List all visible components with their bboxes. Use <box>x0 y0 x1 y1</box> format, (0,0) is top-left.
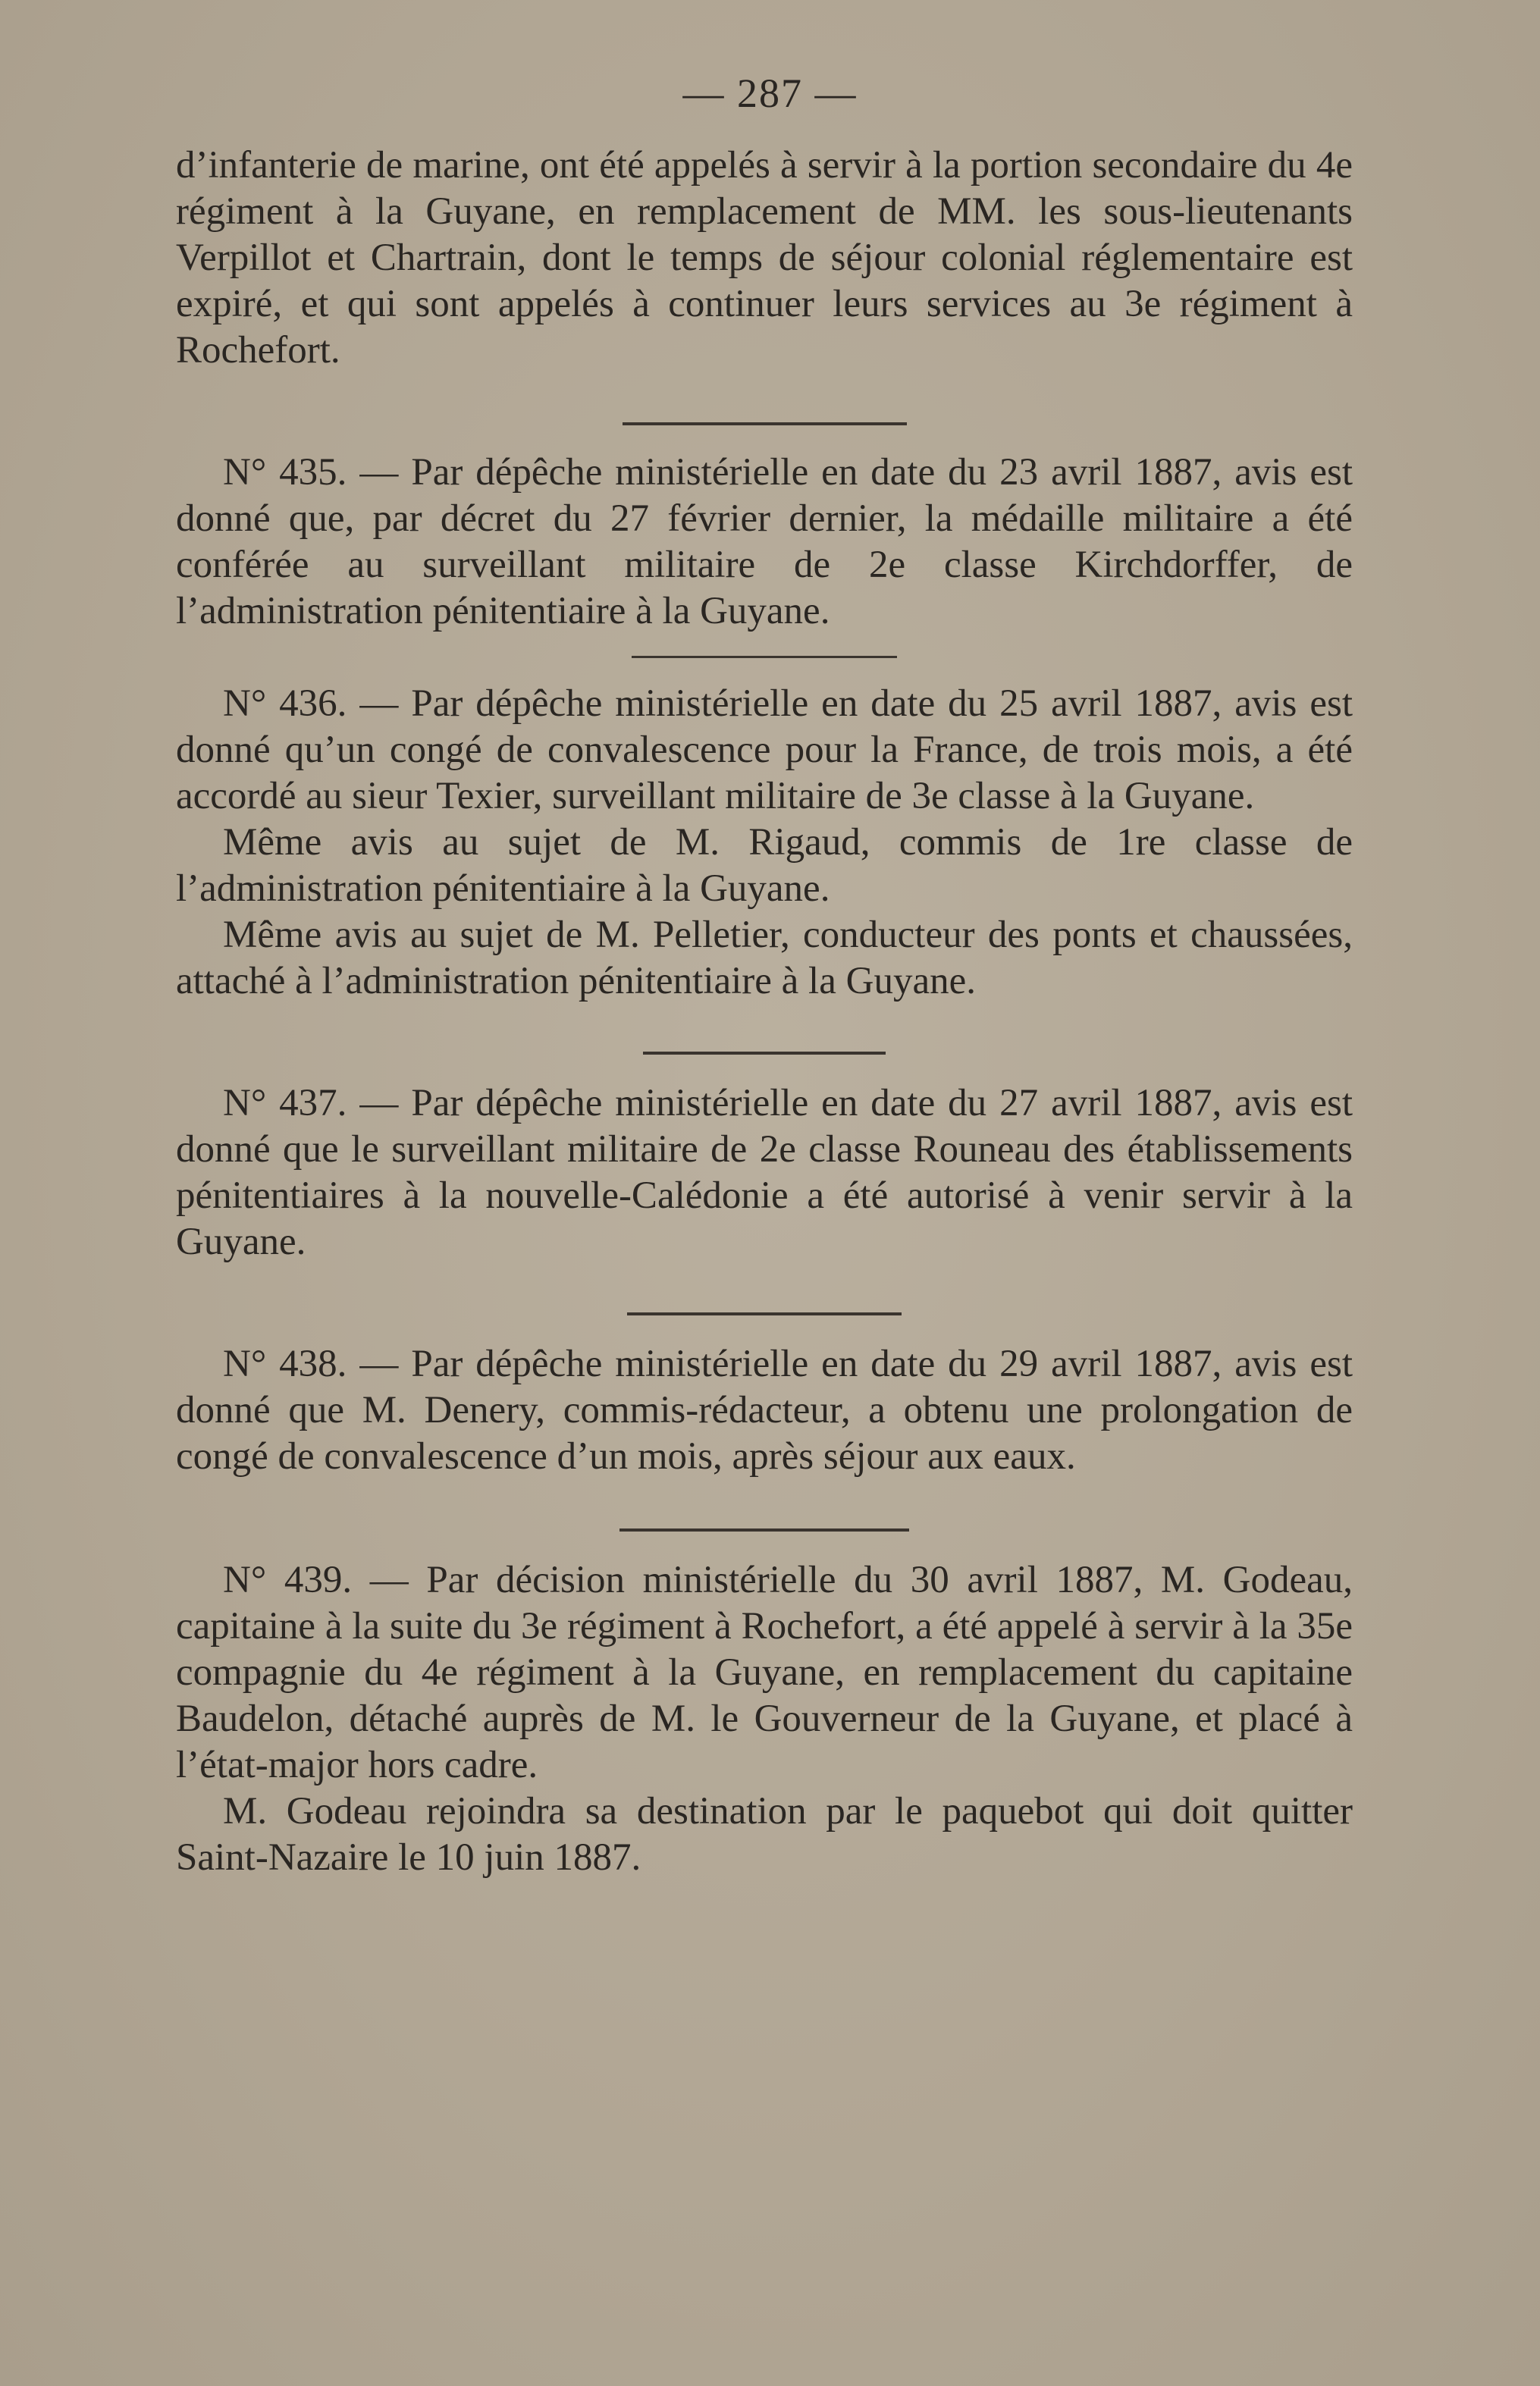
notice-436-pelletier: Même avis au sujet de M. Pelletier, conducteur des ponts et chaussées, attaché à l’administration pénitentiaire à la Guyane. <box>176 914 1353 1002</box>
section-divider <box>623 422 907 425</box>
page-number: — 287 — <box>682 71 858 116</box>
notice-438: N° 438. — Par dépêche ministérielle en date du 29 avril 1887, avis est donné que M. Denery, commis-rédacteur, a obtenu une prolongation de congé de convalescence d’un mois, après séjour aux eaux. <box>176 1343 1353 1478</box>
section-divider <box>643 1052 886 1055</box>
section-divider <box>619 1528 909 1532</box>
section-divider <box>627 1312 902 1315</box>
notice-436: N° 436. — Par dépêche ministérielle en date du 25 avril 1887, avis est donné qu’un congé de convalescence pour la France, de trois mois, a été accordé au sieur Texier, surveillant militaire de 3e classe à la Guyane. <box>176 682 1353 817</box>
notice-439-godeau: M. Godeau rejoindra sa destination par le paquebot qui doit quitter Saint-Nazaire le 10 juin 1887. <box>176 1790 1353 1879</box>
notice-437: N° 437. — Par dépêche ministérielle en date du 27 avril 1887, avis est donné que le surveillant militaire de 2e classe Rouneau des établissements pénitentiaires à la nouvelle-Calédonie a été autorisé à venir servir à la Guyane. <box>176 1082 1353 1263</box>
section-divider <box>632 656 897 658</box>
notice-436-rigaud: Même avis au sujet de M. Rigaud, commis de 1re classe de l’administration pénitentiaire à la Guyane. <box>176 821 1353 910</box>
notice-439: N° 439. — Par décision ministérielle du 30 avril 1887, M. Godeau, capitaine à la suite du 3e régiment à Rochefort, a été appelé à servir à la 35e compagnie du 4e régiment à la Guyane, en remplacement du capitaine Baudelon, détaché auprès de M. le Gouverneur de la Guyane, et placé à l’état-major hors cadre. <box>176 1559 1353 1786</box>
intro-paragraph: d’infanterie de marine, ont été appelés à servir à la portion secondaire du 4e régiment à la Guyane, en remplacement de MM. les sous-lieutenants Verpillot et Chartrain, dont le temps de séjour colonial réglementaire est expiré, et qui sont appelés à continuer leurs services au 3e régiment à Rochefort. <box>176 144 1353 372</box>
document-body <box>176 143 1353 1881</box>
notice-435: N° 435. — Par dépêche ministérielle en date du 23 avril 1887, avis est donné que, par décret du 27 février dernier, la médaille militaire a été conférée au surveillant militaire de 2e classe Kirchdorffer, de l’administration pénitentiaire à la Guyane. <box>176 451 1353 632</box>
